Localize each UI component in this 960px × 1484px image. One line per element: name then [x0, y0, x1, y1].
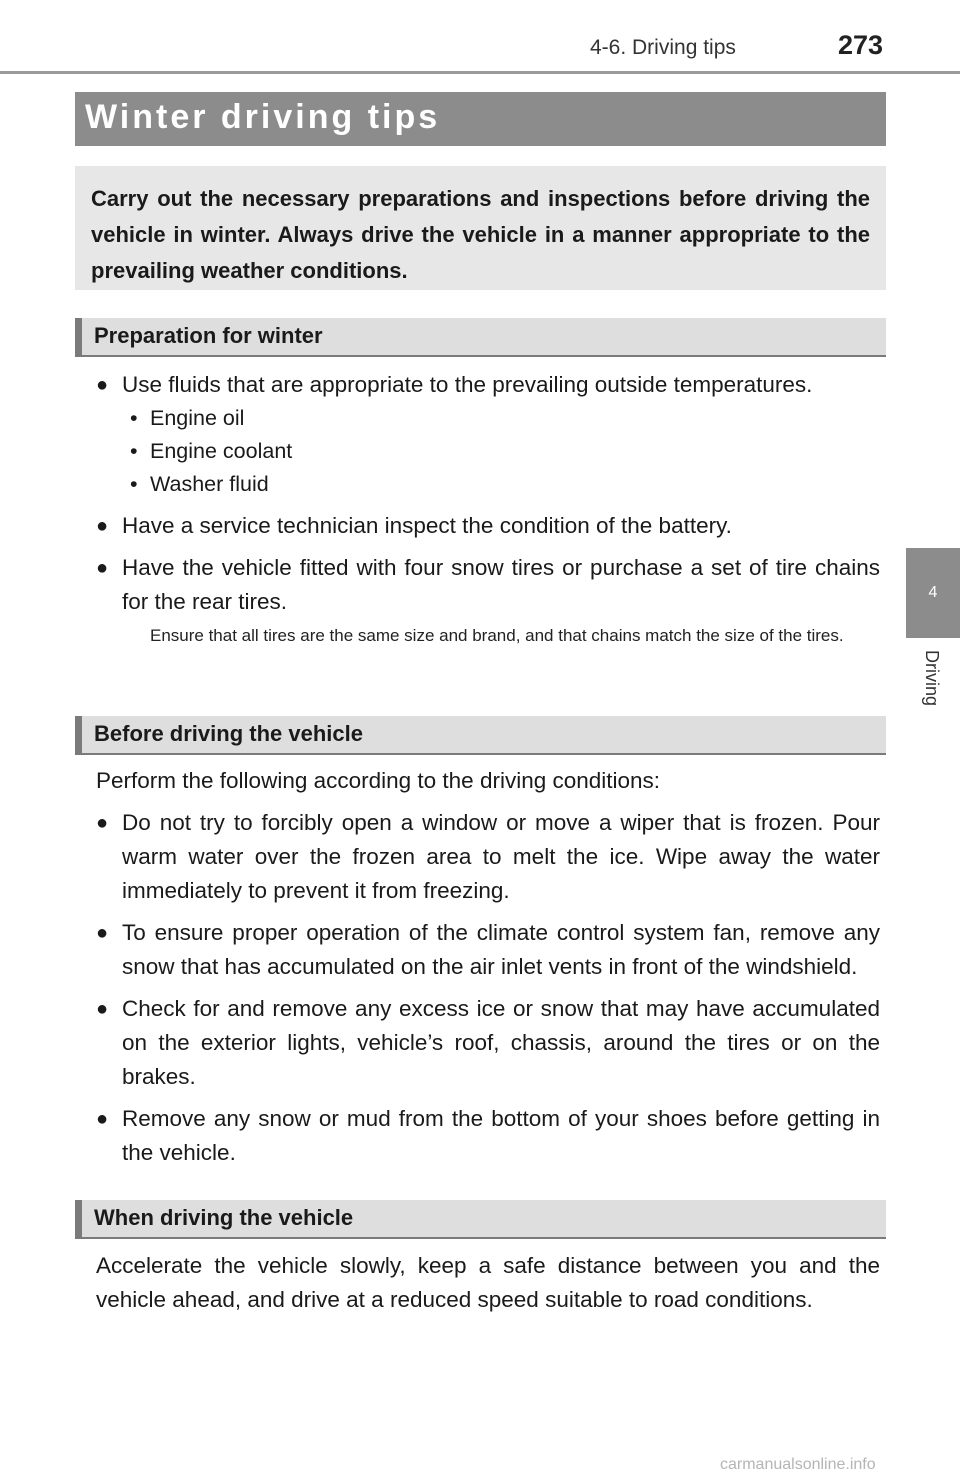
watermark: carmanualsonline.info	[720, 1456, 876, 1473]
sub-list-item: • Washer fluid	[0, 468, 960, 501]
body-paragraph: Accelerate the vehicle slowly, keep a safe distance between you and the vehicle ahead, and drive at a reduced speed suitable to road conditions.	[96, 1253, 880, 1312]
section-heading-text: Before driving the vehicle	[94, 721, 363, 746]
list-item: ● Remove any snow or mud from the bottom of your shoes before getting in the vehicle.	[0, 1102, 880, 1170]
sub-list-item: • Engine coolant	[0, 435, 960, 468]
when-content	[0, 1249, 960, 1317]
list-item: ● Check for and remove any excess ice or snow that may have accumulated on the exterior lights, vehicle’s roof, chassis, around the tires or on the brakes.	[0, 992, 880, 1094]
list-item: ● Have a service technician inspect the condition of the battery.	[0, 509, 880, 543]
preparation-content	[0, 368, 960, 647]
list-item: ● Do not try to forcibly open a window or move a wiper that is frozen. Pour warm water over the frozen area to melt the ice. Wipe away the water immediately to prevent it from freezing.	[0, 806, 880, 908]
title-bar	[75, 92, 886, 146]
sub-list-item: • Engine oil	[0, 402, 960, 435]
section-heading-before	[75, 716, 886, 755]
section-heading-preparation	[75, 318, 886, 357]
header-section: 4-6. Driving tips	[590, 36, 736, 59]
chapter-label: Driving	[922, 650, 942, 707]
lead-paragraph: Perform the following according to the driving conditions:	[96, 768, 661, 793]
section-heading-when	[75, 1200, 886, 1239]
section-heading-text: When driving the vehicle	[94, 1205, 354, 1230]
page-title: Winter driving tips	[85, 98, 441, 136]
intro-box: Carry out the necessary preparations and inspections before driving the vehicle in winter. Always drive the vehicle in a manner appropriate to the prevailing weather conditions.	[75, 166, 886, 290]
before-content	[0, 764, 960, 1170]
note-text: Ensure that all tires are the same size and brand, and that chains match the size of the tires.	[150, 626, 844, 645]
list-item: ● Have the vehicle fitted with four snow tires or purchase a set of tire chains for the rear tires.	[0, 551, 880, 619]
list-item: ● To ensure proper operation of the climate control system fan, remove any snow that has accumulated on the air inlet vents in front of the windshield.	[0, 916, 880, 984]
page-number: 273	[838, 30, 884, 60]
chapter-tab: 4	[906, 548, 960, 638]
section-heading-text: Preparation for winter	[94, 323, 323, 348]
list-item: ● Use fluids that are appropriate to the prevailing outside temperatures.	[0, 368, 880, 402]
header-rule	[0, 71, 960, 74]
